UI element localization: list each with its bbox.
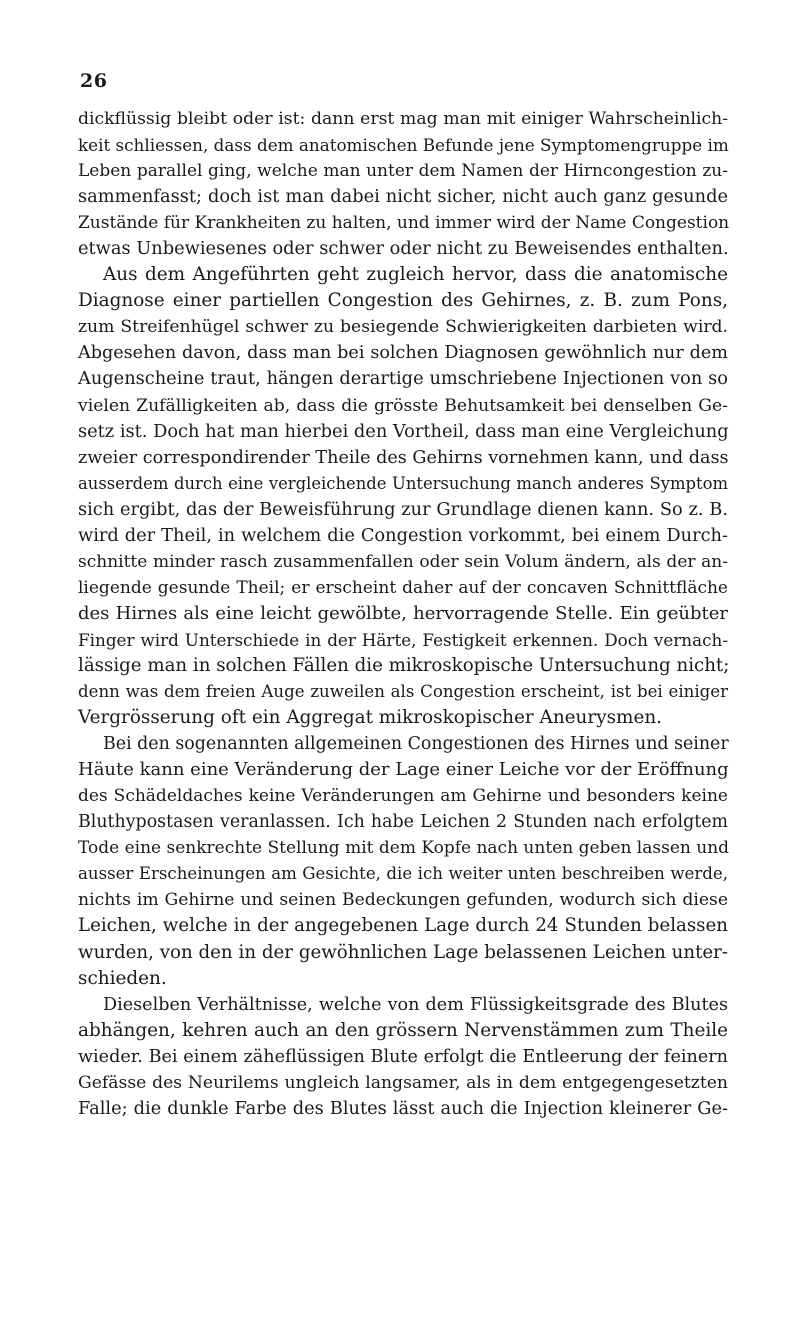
text-line: zum Streifenhügel schwer zu besiegende Schwierigkeiten darbieten wird. xyxy=(78,317,728,338)
text-line: Tode eine senkrechte Stellung mit dem Kopfe nach unten geben lassen und xyxy=(78,838,730,859)
text-line: Leichen, welche in der angegebenen Lage durch 24 Stunden belassen xyxy=(78,915,728,937)
text-line: Zustände für Krankheiten zu halten, und immer wird der Name Congestion xyxy=(78,213,730,234)
text-line: denn was dem freien Auge zuweilen als Congestion erscheint, ist bei einiger xyxy=(78,682,728,702)
page-number: 26 xyxy=(80,70,108,92)
text-line: Häute kann eine Veränderung der Lage einer Leiche vor der Eröffnung xyxy=(78,759,729,781)
text-line: nichts im Gehirne und seinen Bedeckungen gefunden, wodurch sich diese xyxy=(78,890,728,911)
text-line: ausserdem durch eine vergleichende Untersuchung manch anderes Symptom xyxy=(78,473,728,493)
text-line: wieder. Bei einem zäheflüssigen Blute erfolgt die Entleerung der feinern xyxy=(78,1046,728,1067)
text-line: abhängen, kehren auch an den grössern Nervenstämmen zum Theile xyxy=(78,1019,728,1041)
text-line: dickflüssig bleibt oder ist: dann erst mag man mit einiger Wahrscheinlich- xyxy=(78,109,728,129)
text-line: schnitte minder rasch zusammenfallen oder sein Volum ändern, als der an- xyxy=(78,551,728,572)
text-line: Aus dem Angeführten geht zugleich hervor, dass die anatomische xyxy=(103,264,728,286)
text-line: Dieselben Verhältnisse, welche von dem Flüssigkeitsgrade des Blutes xyxy=(103,994,728,1015)
text-line: liegende gesunde Theil; er erscheint daher auf der concaven Schnittfläche xyxy=(78,577,728,598)
text-line: keit schliessen, dass dem anatomischen Befunde jene Symptomengruppe im xyxy=(78,135,729,156)
text-line: sich ergibt, das der Beweisführung zur Grundlage dienen kann. So z. B. xyxy=(78,498,728,520)
text-line: Augenscheine traut, hängen derartige umschriebene Injectionen von so xyxy=(78,368,728,390)
text-line: etwas Unbewiesenes oder schwer oder nicht zu Beweisendes enthalten. xyxy=(78,238,729,260)
text-line: vielen Zufälligkeiten ab, dass die grösste Behutsamkeit bei denselben Ge- xyxy=(78,395,728,416)
text-line: zweier correspondirender Theile des Gehirns vornehmen kann, und dass xyxy=(78,447,729,468)
body-text xyxy=(78,106,728,1122)
text-line: des Schädeldaches keine Veränderungen am Gehirne und besonders keine xyxy=(78,786,728,807)
text-line: Diagnose einer partiellen Congestion des Gehirnes, z. B. zum Pons, xyxy=(78,290,728,312)
text-line: Bluthypostasen veranlassen. Ich habe Leichen 2 Stunden nach erfolgtem xyxy=(78,812,728,833)
text-line: Bei den sogenannten allgemeinen Congestionen des Hirnes und seiner xyxy=(103,734,729,755)
text-line: Abgesehen davon, dass man bei solchen Diagnosen gewöhnlich nur dem xyxy=(78,343,728,364)
text-line: Gefässe des Neurilems ungleich langsamer, als in dem entgegengesetzten xyxy=(78,1072,728,1093)
text-line: wurden, von den in der gewöhnlichen Lage belassenen Leichen unter- xyxy=(78,941,728,963)
text-line: Falle; die dunkle Farbe des Blutes lässt auch die Injection kleinerer Ge- xyxy=(78,1097,728,1119)
text-line: wird der Theil, in welchem die Congestion vorkommt, bei einem Durch- xyxy=(78,524,728,546)
text-line: ausser Erscheinungen am Gesichte, die ich weiter unten beschreiben werde, xyxy=(78,864,728,884)
text-line: schieden. xyxy=(78,967,167,989)
text-line: Vergrösserung oft ein Aggregat mikroskopischer Aneurysmen. xyxy=(78,707,663,729)
text-line: Finger wird Unterschiede in der Härte, Festigkeit erkennen. Doch vernach- xyxy=(78,629,728,650)
text-line: setz ist. Doch hat man hierbei den Vortheil, dass man eine Vergleichung xyxy=(78,420,729,442)
text-line: sammenfasst; doch ist man dabei nicht sicher, nicht auch ganz gesunde xyxy=(78,186,728,208)
text-line: des Hirnes als eine leicht gewölbte, hervorragende Stelle. Ein geübter xyxy=(78,602,728,624)
text-line: lässige man in solchen Fällen die mikroskopische Untersuchung nicht; xyxy=(78,654,730,676)
text-line: Leben parallel ging, welche man unter dem Namen der Hirncongestion zu- xyxy=(78,161,728,182)
